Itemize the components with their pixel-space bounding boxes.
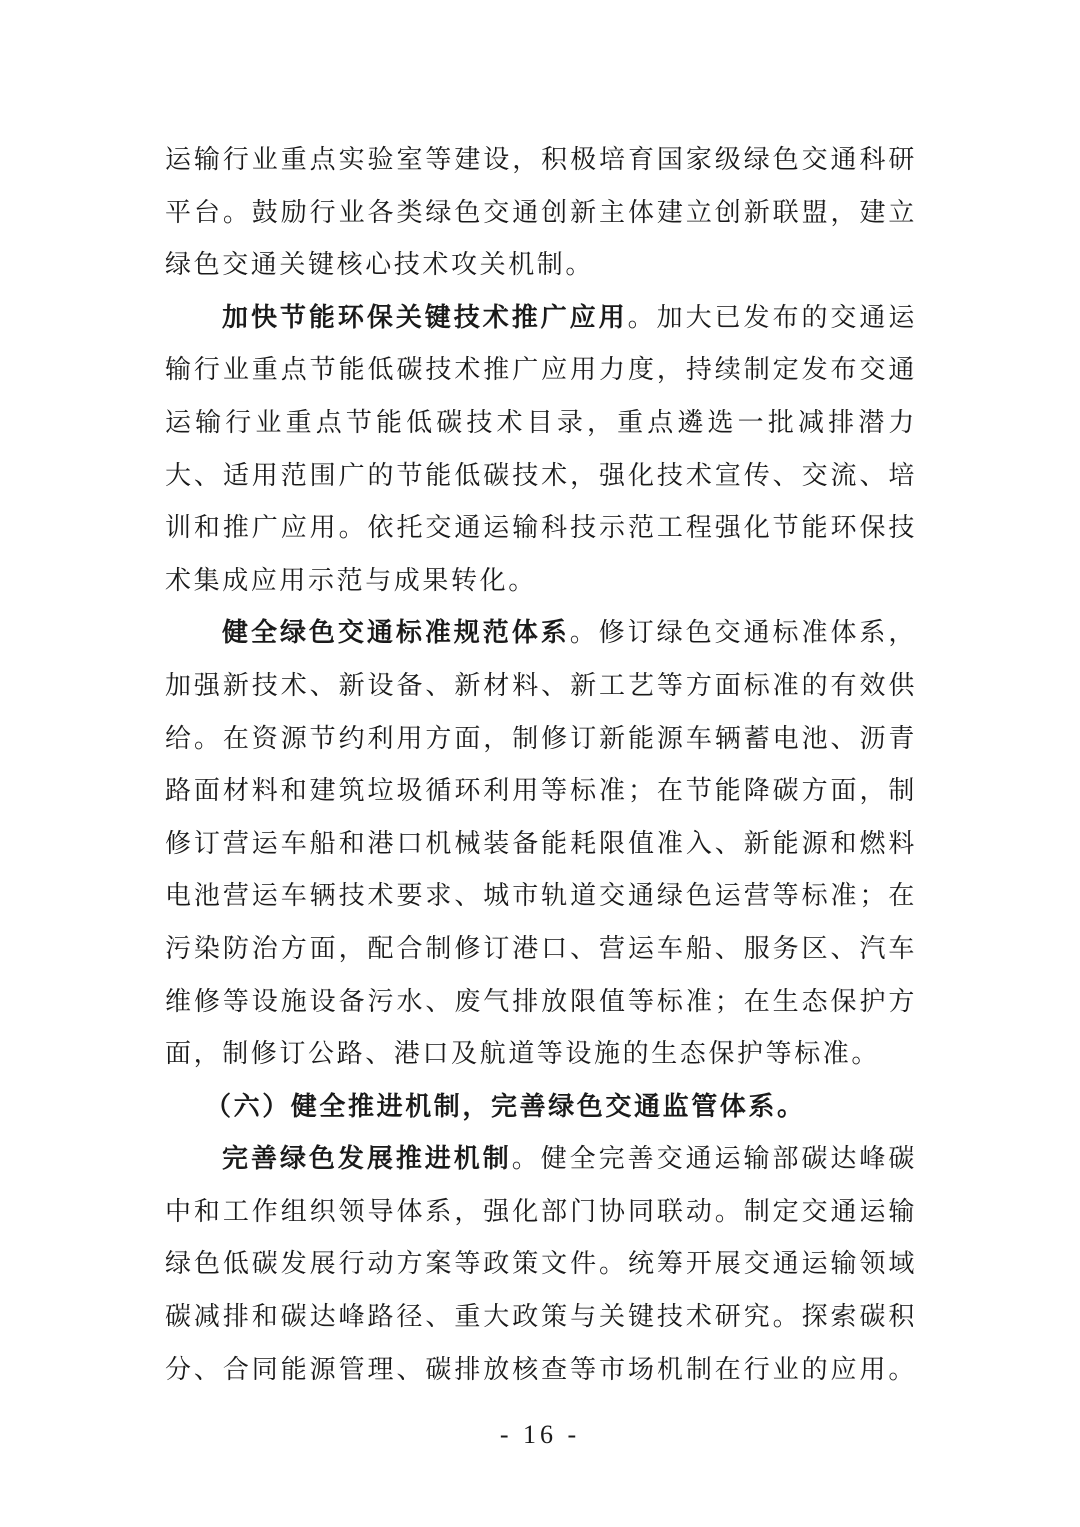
text-line: 大、适用范围广的节能低碳技术，强化技术宣传、交流、培 [165,460,917,491]
document-body [165,134,917,1396]
text-line: 维修等设施设备污水、废气排放限值等标准；在生态保护方 [165,986,917,1017]
text-line: 运输行业重点实验室等建设，积极培育国家级绿色交通科研 [165,145,917,175]
text-line: 术集成应用示范与成果转化。 [165,565,537,596]
text-line: 运输行业重点节能低碳技术目录，重点遴选一批减排潜力 [165,407,917,438]
text-line: 输行业重点节能低碳技术推广应用力度，持续制定发布交通 [165,355,917,386]
text-line: 碳减排和碳达峰路径、重大政策与关键技术研究。探索碳积 [165,1302,917,1333]
text-line: 训和推广应用。依托交通运输科技示范工程强化节能环保技 [165,513,917,544]
text-run: 。健全完善交通运输部碳达峰碳 [511,1144,917,1175]
text-line: 平台。鼓励行业各类绿色交通创新主体建立创新联盟，建立 [165,197,917,228]
text-line: 加强新技术、新设备、新材料、新工艺等方面标准的有效供 [165,670,917,701]
text-line: 面，制修订公路、港口及航道等设施的生态保护等标准。 [165,1039,881,1070]
text-line: 绿色交通关键核心技术攻关机制。 [165,250,595,281]
paragraph-energy-tech [165,292,917,608]
text-line [165,292,917,345]
text-line: 路面材料和建筑垃圾循环利用等标准；在节能降碳方面，制 [165,776,917,807]
text-line: 电池营运车辆技术要求、城市轨道交通绿色运营等标准；在 [165,881,917,912]
text-line: 中和工作组织领导体系，强化部门协同联动。制定交通运输 [165,1196,917,1227]
text-line: 污染防治方面，配合制修订港口、营运车船、服务区、汽车 [165,933,917,964]
text-line: 绿色低碳发展行动方案等政策文件。统筹开展交通运输领域 [165,1249,917,1280]
paragraph-lead-bold: 健全绿色交通标准规范体系 [222,618,570,649]
text-run: 。加大已发布的交通运 [627,302,917,333]
paragraph-lead-bold: 完善绿色发展推进机制 [222,1144,512,1175]
text-line: 修订营运车船和港口机械装备能耗限值准入、新能源和燃料 [165,828,917,859]
text-line [165,607,917,660]
paragraph-mechanism [165,1133,917,1396]
page-number: - 16 - [499,1420,581,1449]
text-line: 给。在资源节约利用方面，制修订新能源车辆蓄电池、沥青 [165,723,917,754]
text-line: 分、合同能源管理、碳排放核查等市场机制在行业的应用。 [165,1354,917,1385]
paragraph-lead-bold: 加快节能环保关键技术推广应用 [222,302,628,333]
section-heading: （六）健全推进机制，完善绿色交通监管体系。 [205,1091,806,1122]
text-line [165,1133,917,1186]
paragraph-lab-platform [165,134,917,292]
paragraph-standards [165,607,917,1080]
text-run: 。修订绿色交通标准体系， [569,618,917,649]
